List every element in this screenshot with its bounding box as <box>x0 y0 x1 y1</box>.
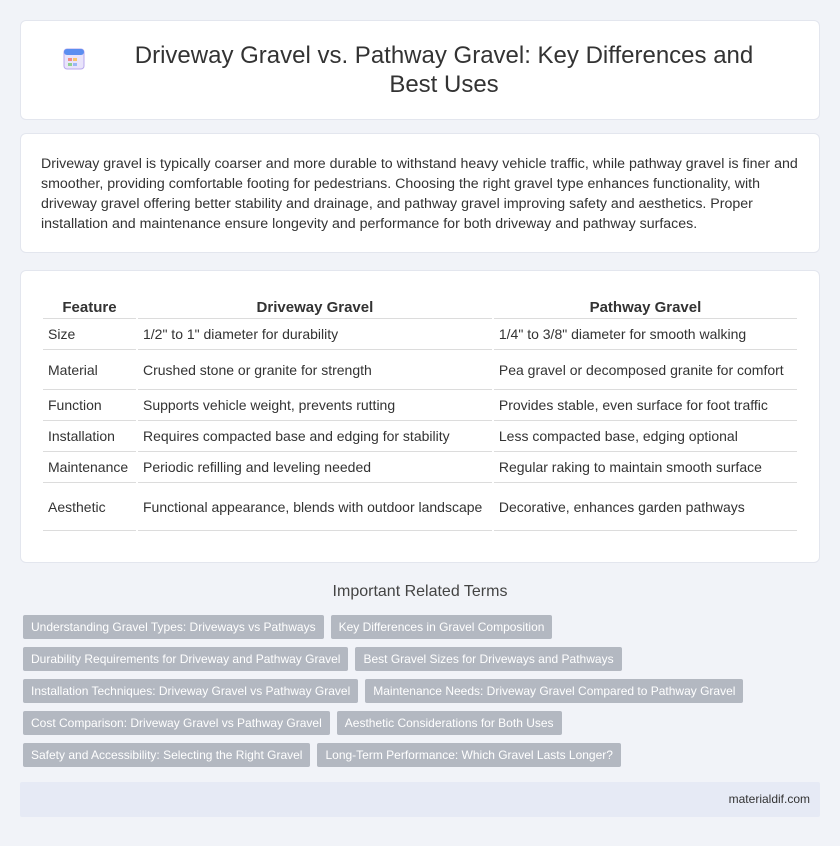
comparison-table <box>41 293 799 531</box>
cell-feature: Installation <box>43 421 136 452</box>
cell-driveway: Requires compacted base and edging for stability <box>138 421 492 452</box>
cell-pathway: Decorative, enhances garden pathways <box>494 483 797 531</box>
cell-driveway: Functional appearance, blends with outdoor landscape <box>138 483 492 531</box>
cell-feature: Function <box>43 390 136 421</box>
comparison-table-card <box>20 270 820 563</box>
footer-site-link[interactable]: materialdif.com <box>728 792 810 806</box>
related-term-tag[interactable]: Cost Comparison: Driveway Gravel vs Pathway Gravel <box>23 711 330 735</box>
related-term-tag[interactable]: Durability Requirements for Driveway and Pathway Gravel <box>23 647 348 671</box>
related-terms-title: Important Related Terms <box>332 583 508 600</box>
header-card <box>20 20 820 120</box>
header-pathway: Pathway Gravel <box>494 293 797 319</box>
related-term-tag[interactable]: Understanding Gravel Types: Driveways vs Pathways <box>23 615 324 639</box>
cell-pathway: 1/4" to 3/8" diameter for smooth walking <box>494 319 797 350</box>
cell-pathway: Less compacted base, edging optional <box>494 421 797 452</box>
cell-driveway: Supports vehicle weight, prevents rutting <box>138 390 492 421</box>
cell-pathway: Pea gravel or decomposed granite for comfort <box>494 350 797 390</box>
intro-text: Driveway gravel is typically coarser and more durable to withstand heavy vehicle traffic, while pathway gravel is finer and smoother, providing comfortable footing for pedestrians. Choosing the right gravel type enhances functionality, with driveway gravel offering better stability and drainage, and pathway gravel improving safety and aesthetics. Proper installation and maintenance ensure longevity and performance for both driveway and pathway surfaces. <box>41 156 798 232</box>
related-terms-list <box>23 615 823 775</box>
table-row <box>43 350 797 390</box>
table-row <box>43 390 797 421</box>
related-term-tag[interactable]: Aesthetic Considerations for Both Uses <box>337 711 562 735</box>
cell-pathway: Regular raking to maintain smooth surface <box>494 452 797 483</box>
related-term-tag[interactable]: Best Gravel Sizes for Driveways and Pathways <box>355 647 621 671</box>
cell-driveway: Crushed stone or granite for strength <box>138 350 492 390</box>
page-title: Driveway Gravel vs. Pathway Gravel: Key Differences and Best Uses <box>134 42 754 98</box>
footer <box>20 782 820 817</box>
related-term-tag[interactable]: Key Differences in Gravel Composition <box>331 615 553 639</box>
table-header-row <box>43 293 797 319</box>
table-row <box>43 452 797 483</box>
cell-driveway: Periodic refilling and leveling needed <box>138 452 492 483</box>
related-term-tag[interactable]: Long-Term Performance: Which Gravel Lasts Longer? <box>317 743 620 767</box>
table-row <box>43 483 797 531</box>
cell-driveway: 1/2" to 1" diameter for durability <box>138 319 492 350</box>
related-term-tag[interactable]: Installation Techniques: Driveway Gravel vs Pathway Gravel <box>23 679 358 703</box>
cell-feature: Aesthetic <box>43 483 136 531</box>
header-feature: Feature <box>43 293 136 319</box>
document-icon <box>61 46 87 72</box>
cell-pathway: Provides stable, even surface for foot traffic <box>494 390 797 421</box>
cell-feature: Maintenance <box>43 452 136 483</box>
cell-feature: Size <box>43 319 136 350</box>
cell-feature: Material <box>43 350 136 390</box>
header-driveway: Driveway Gravel <box>138 293 492 319</box>
table-row <box>43 421 797 452</box>
intro-card <box>20 133 820 253</box>
table-row <box>43 319 797 350</box>
related-term-tag[interactable]: Safety and Accessibility: Selecting the Right Gravel <box>23 743 310 767</box>
related-term-tag[interactable]: Maintenance Needs: Driveway Gravel Compared to Pathway Gravel <box>365 679 743 703</box>
